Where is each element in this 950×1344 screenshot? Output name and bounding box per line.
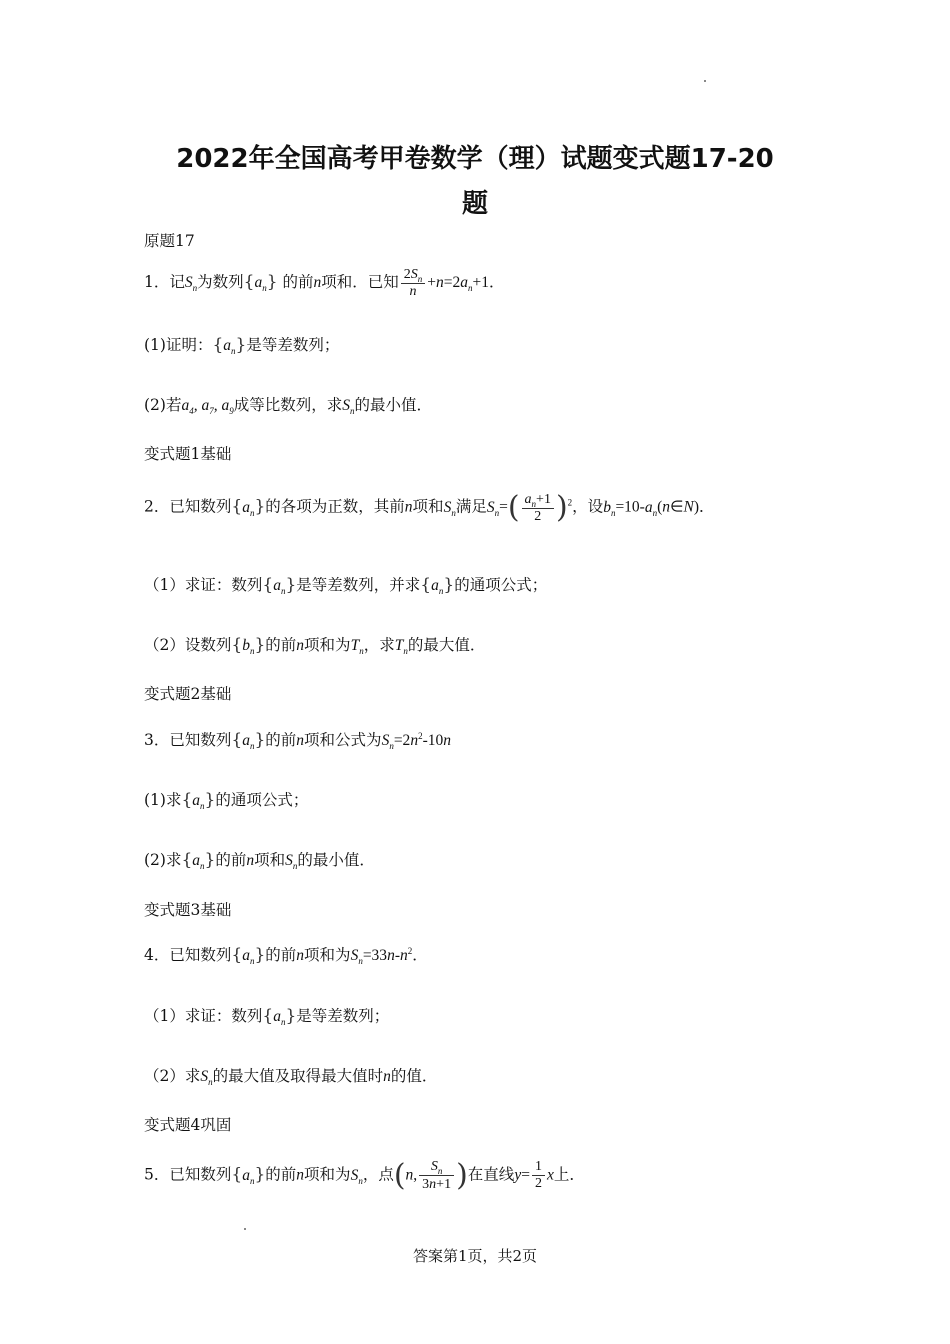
question-1-part-2: (2)若$a_4$, $a_7$, $a_9$成等比数列，求$S_n$的最小值．	[144, 396, 432, 417]
page-title: 2022年全国高考甲卷数学（理）试题变式题17-20	[176, 144, 774, 174]
page-footer: 答案第1页，共2页	[412, 1247, 538, 1265]
section-label: 变式题1基础	[144, 445, 232, 463]
question-1: 1．记$S_n$为数列$\{a_n\}$ 的前n项和．已知 $\frac{2S_n}{n}$ $+n=2a_n+1$．	[144, 267, 505, 299]
section-label: 原题17	[144, 232, 195, 250]
page-title-continuation: 题	[461, 189, 488, 219]
question-3: 3．已知数列$\{a_n\}$的前n项和公式为$S_n=2n^2-10n$	[144, 730, 451, 752]
scan-dot	[244, 1228, 246, 1230]
question-4-part-1: （1）求证：数列$\{a_n\}$是等差数列；	[144, 1006, 390, 1028]
question-3-part-2: (2)求$\{a_n\}$的前n项和$S_n$的最小值．	[144, 850, 375, 872]
question-4-part-2: （2）求$S_n$的最大值及取得最大值时n的值．	[144, 1067, 438, 1088]
scan-dot	[704, 80, 706, 82]
section-label: 变式题4巩固	[144, 1116, 232, 1134]
question-2-part-2: （2）设数列$\{b_n\}$的前n项和为$T_n$，求$T_n$的最大值．	[144, 635, 486, 657]
question-3-part-1: (1)求$\{a_n\}$的通项公式；	[144, 790, 309, 812]
question-1-part-1: (1)证明：$\{a_n\}$是等差数列；	[144, 335, 340, 357]
question-5: 5．已知数列$\{a_n\}$的前n项和为$S_n$，点(n, $\frac{S_n}{3n+1}$ )在直线y= $\frac{1}{2}$ x上．	[144, 1158, 585, 1193]
section-label: 变式题3基础	[144, 901, 232, 919]
question-4: 4．已知数列$\{a_n\}$的前n项和为$S_n=33n-n^2$．	[144, 945, 428, 967]
section-label: 变式题2基础	[144, 685, 232, 703]
question-2-part-1: （1）求证：数列$\{a_n\}$是等差数列，并求$\{a_n\}$的通项公式；	[144, 575, 548, 597]
question-2: 2．已知数列$\{a_n\}$的各项为正数，其前n项和$S_n$满足$S_n=$( $\frac{a_n+1}{2}$ )$^2$，设$b_n=10-a_n(n\in N)$．	[144, 490, 715, 525]
